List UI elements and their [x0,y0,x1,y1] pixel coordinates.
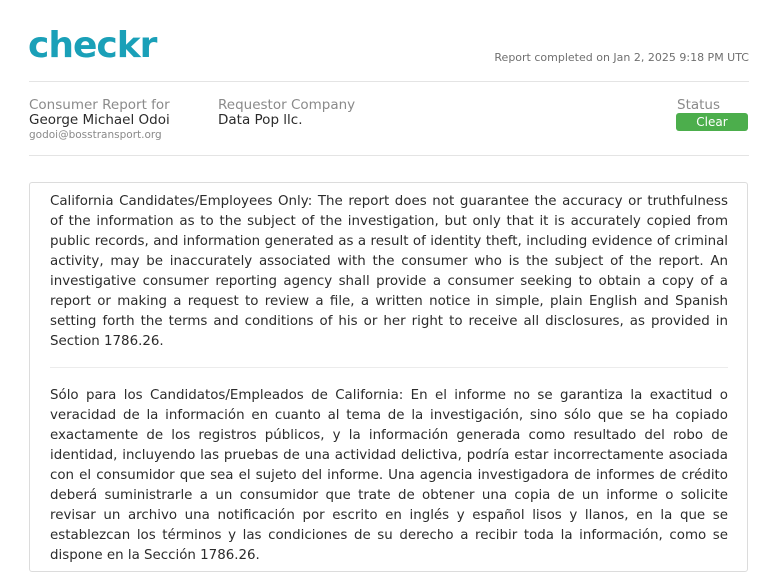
status-badge: Clear [676,113,748,131]
checkr-logo[interactable]: checkr [28,25,157,66]
consumer-email: godoi@bosstransport.org [29,129,162,141]
requestor-company-name: Data Pop llc. [218,112,303,128]
consumer-name: George Michael Odoi [29,112,170,128]
notice-divider [50,367,728,368]
report-completed-timestamp: Report completed on Jan 2, 2025 9:18 PM UTC [494,51,749,64]
meta-divider [29,155,749,156]
california-notice-panel [29,182,748,572]
california-notice-english: California Candidates/Employees Only: The report does not guarantee the accuracy or truthfulness of the information as to the subject of the investigation, but only that it is accurately copied from public records, and information generated as a result of identity theft, including evidence of criminal activity, may be inaccurately associated with the consumer who is the subject of the report. An investigative consumer reporting agency shall provide a consumer seeking to obtain a copy of a report or making a request to review a file, a written notice in simple, plain English and Spanish setting forth the terms and conditions of his or her right to receive all disclosures, as provided in Section 1786.26. [50,194,728,349]
header-divider [29,81,749,82]
status-label: Status [677,97,721,113]
requestor-company-label: Requestor Company [218,97,356,113]
consumer-report-label: Consumer Report for [29,97,170,113]
california-notice-spanish: Sólo para los Candidatos/Empleados de California: En el informe no se garantiza la exactitud o veracidad de la información en cuanto al tema de la investigación, sino sólo que se ha copiado exactamente de los registros públicos, y la información generada como resultado del robo de identidad, incluyendo las pruebas de una actividad delictiva, podría estar incorrectamente asociada con el consumidor que sea el sujeto del informe. Una agencia investigadora de informes de crédito deberá suministrarle a un consumidor que trate de obtener una copia de un informe o solicite revisar un archivo una notificación por escrito en inglés y español lisos y llanos, en la que se establezcan los términos y las condiciones de su derecho a recibir toda la información, como se dispone en la Sección 1786.26. [50,388,728,563]
